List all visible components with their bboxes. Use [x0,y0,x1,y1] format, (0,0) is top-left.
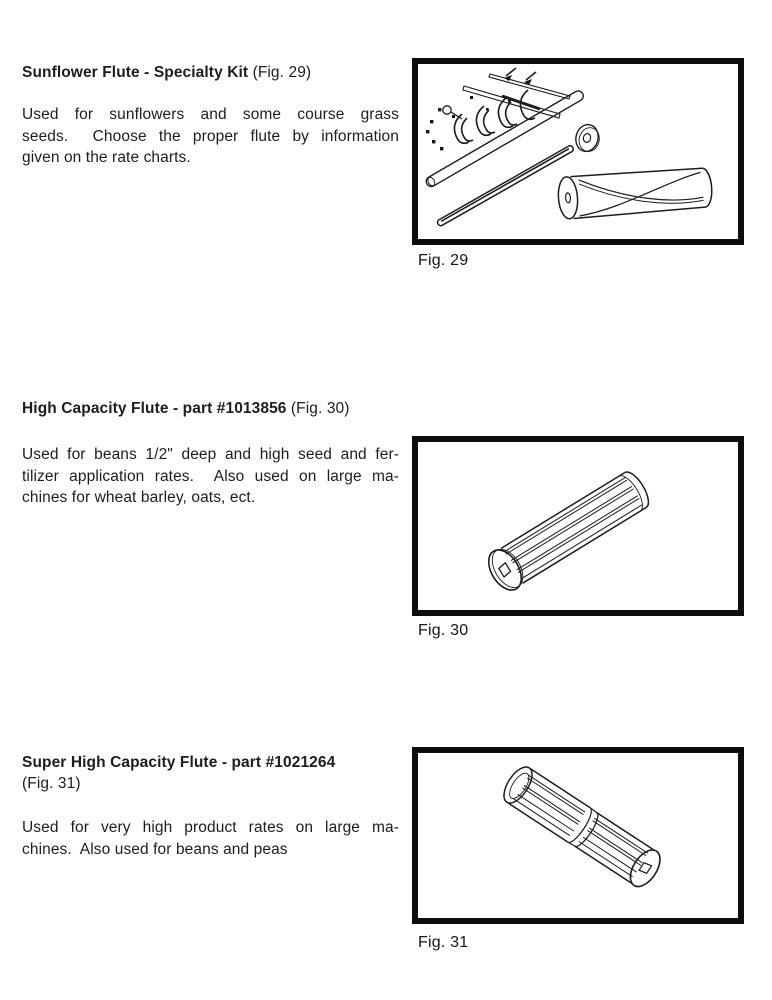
figure-31-caption: Fig. 31 [418,934,469,951]
section-2-body [22,444,399,509]
section-1-heading [22,62,311,83]
figure-31-box [412,747,744,924]
section-1-body [22,104,399,169]
section-3-body [22,817,399,860]
body-line: Used for very high product rates on large ma- [22,819,399,836]
fig-29-exploded-view-illustration [418,64,738,239]
figure-29-caption: Fig. 29 [418,252,469,269]
figure-30-box [412,436,744,616]
heading-fig-ref: (Fig. 31) [22,775,81,792]
heading-fig-ref: (Fig. 30) [286,400,350,417]
section-3-heading [22,752,402,794]
body-line: seeds. Choose the proper flute by information [22,127,399,145]
body-line: tilizer application rates. Also used on large ma- [22,467,399,485]
body-line: chines for wheat barley, oats, ect. [22,489,256,506]
body-line: Used for beans 1/2" deep and high seed and fer- [22,446,399,463]
heading-bold: Super High Capacity Flute - part #1021264 [22,754,336,771]
body-line: Used for sunflowers and some course grass [22,106,399,123]
heading-bold: High Capacity Flute - part #1013856 [22,400,287,417]
fig-30-fluted-roller-illustration [418,442,738,610]
body-line: chines. Also used for beans and peas [22,840,288,858]
section-2-heading [22,398,350,419]
heading-fig-ref: (Fig. 29) [248,64,312,81]
figure-30-caption: Fig. 30 [418,622,469,639]
figure-29-box [412,58,744,245]
heading-bold: Sunflower Flute - Specialty Kit [22,64,249,81]
fig-31-fluted-roller-illustration [418,753,738,918]
body-line: given on the rate charts. [22,149,191,166]
